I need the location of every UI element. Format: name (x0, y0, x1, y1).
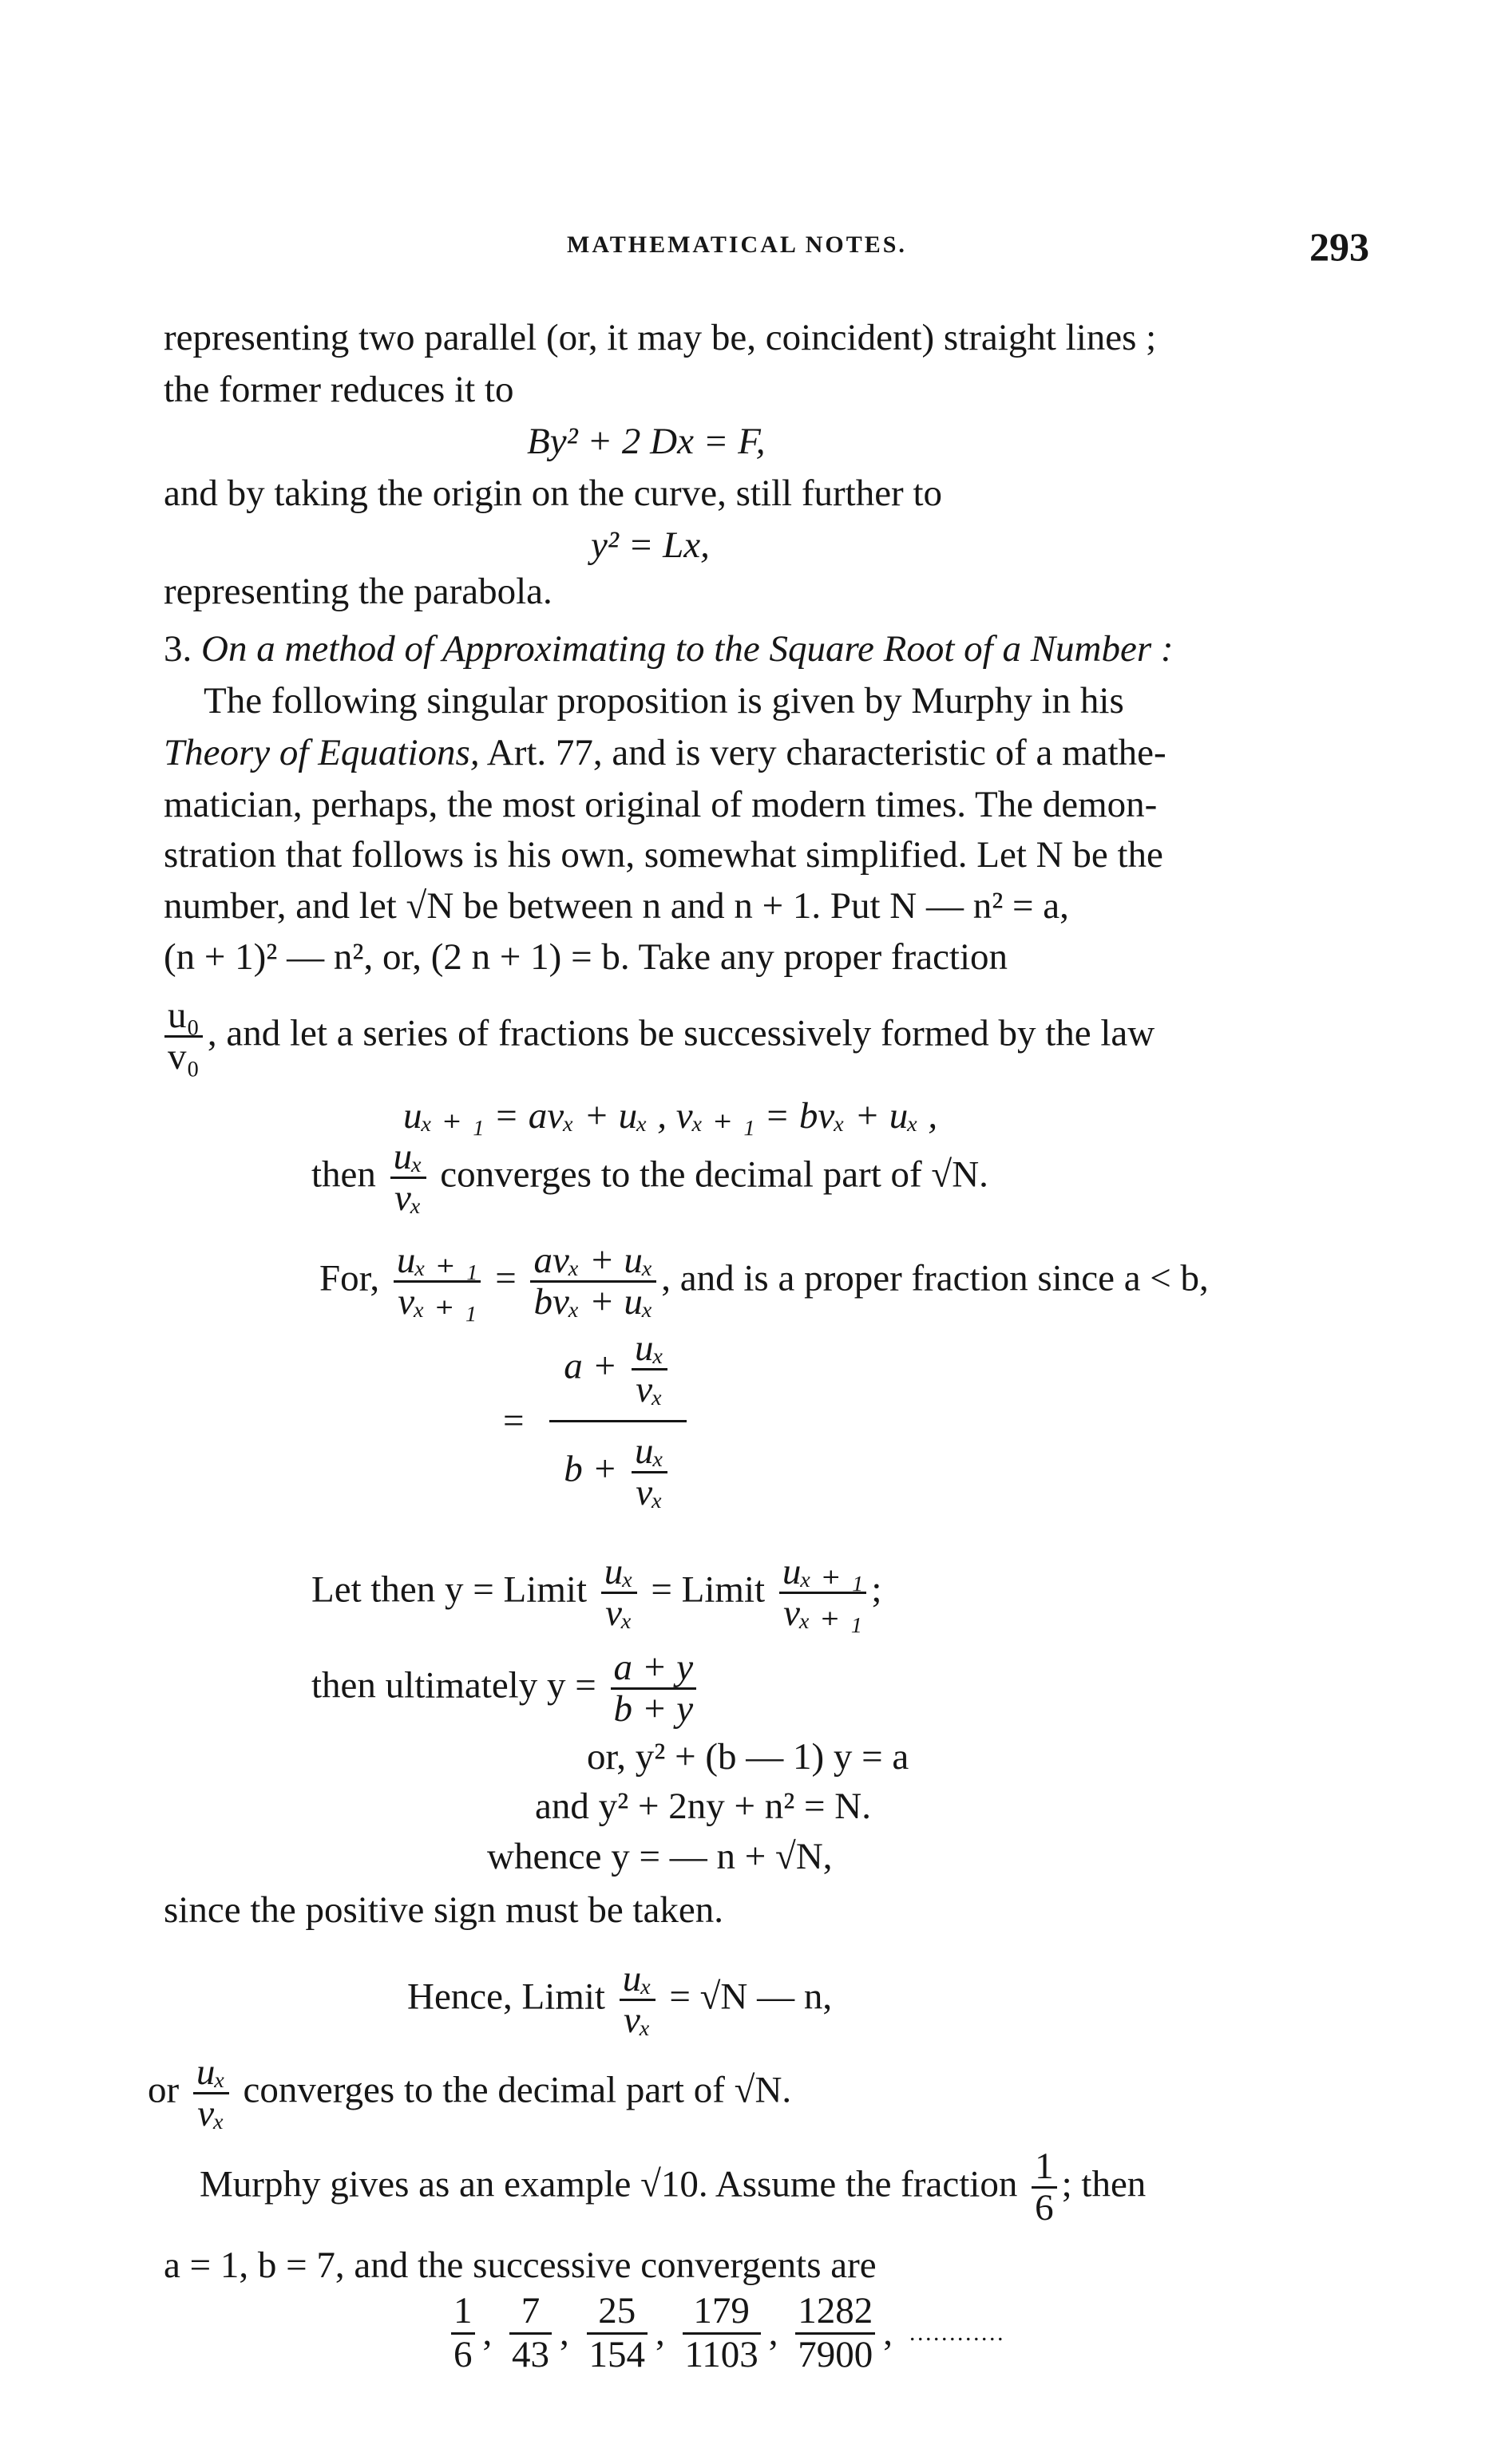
running-header: MATHEMATICAL NOTES. (567, 231, 907, 258)
comma: , (768, 2312, 778, 2354)
text-line: The following singular proposition is given by Murphy in his (204, 680, 1124, 722)
equation: uₓ ₊ ₁ = avₓ + uₓ , vₓ ₊ ₁ = bvₓ + uₓ , (403, 1095, 938, 1137)
text-line (319, 1241, 1209, 1323)
text-span: For, (319, 1257, 380, 1299)
comma: , (560, 2312, 569, 2354)
text-line: stration that follows is his own, somewhat simplified. Let N be the (164, 834, 1163, 876)
denominator: vₓ (624, 1999, 652, 2042)
numerator: uₓ ₊ ₁ (779, 1552, 867, 1594)
denominator: 6 (453, 2333, 473, 2375)
text-line (148, 2053, 791, 2134)
numerator: 1 (1032, 2147, 1057, 2189)
text-line: representing two parallel (or, it may be, coincident) straight lines ; (164, 317, 1157, 358)
text-span: Murphy gives as an example √10. Assume the fraction (200, 2163, 1018, 2205)
fraction-ux-vx (632, 1329, 667, 1410)
fraction-u0-v0 (164, 996, 203, 1078)
text-line (200, 2147, 1146, 2229)
fraction-ux1-vx1 (779, 1552, 867, 1634)
text-span: Let then y = Limit (311, 1568, 587, 1611)
text-span: then (311, 1153, 376, 1196)
numerator: avₓ + uₓ (530, 1241, 656, 1283)
text-span: ; then (1061, 2163, 1147, 2205)
denominator (549, 1422, 687, 1513)
numerator: uₓ (632, 1432, 667, 1473)
denominator: b + y (613, 1688, 694, 1730)
fraction-ux-vx (620, 1960, 655, 2041)
numerator: uₓ (601, 1552, 637, 1594)
text-line (311, 1648, 701, 1730)
fraction-ux-vx (390, 1137, 426, 1219)
numerator (549, 1329, 687, 1422)
convergent (795, 2291, 875, 2375)
text-span: a + (564, 1345, 618, 1387)
text-span: , and is a proper fraction since a < b, (661, 1257, 1209, 1299)
text-span: b + (564, 1448, 618, 1490)
numerator: uₓ (632, 1329, 667, 1370)
text-line (311, 1552, 881, 1634)
fraction-a-y-b-y (611, 1648, 697, 1730)
text-span: Hence, Limit (407, 1976, 605, 2018)
text-span: , and let a series of fractions be successively formed by the law (207, 1012, 1155, 1054)
denominator: 43 (512, 2333, 549, 2375)
text-line: number, and let √N be between n and n + 1. Put N — n² = a, (164, 885, 1069, 927)
numerator: u₀ (164, 996, 203, 1038)
denominator: v₀ (168, 1036, 200, 1078)
text-line (407, 1960, 832, 2041)
text-line (164, 734, 1166, 772)
convergent (587, 2291, 648, 2375)
convergents-row (443, 2291, 1004, 2375)
text-line: and by taking the origin on the curve, still further to (164, 473, 943, 514)
text-span: Art. 77, and is very characteristic of a mathe- (486, 732, 1166, 773)
numerator: a + y (611, 1648, 697, 1690)
text-line: the former reduces it to (164, 369, 514, 410)
denominator: vₓ (605, 1592, 633, 1635)
denominator: vₓ (394, 1177, 422, 1220)
section-number: 3. (164, 628, 192, 670)
text-line: a = 1, b = 7, and the successive convergents are (164, 2244, 877, 2286)
fraction-compound (549, 1329, 687, 1513)
denominator: 7900 (798, 2333, 873, 2375)
numerator: 179 (683, 2291, 761, 2335)
text-span: converges to the decimal part of √N. (440, 1153, 988, 1196)
denominator: bvₓ + uₓ (533, 1281, 654, 1323)
section-heading (164, 628, 1174, 670)
equals-sign: = (503, 1399, 525, 1442)
book-title: Theory of Equations, (164, 732, 480, 773)
numerator: uₓ (620, 1960, 655, 2001)
denominator: 6 (1035, 2187, 1054, 2229)
page-number: 293 (1309, 224, 1369, 269)
denominator: vₓ ₊ ₁ (783, 1592, 862, 1635)
compound-fraction (503, 1329, 691, 1513)
text-span: ; (871, 1568, 882, 1611)
ellipsis: ………… (908, 2320, 1004, 2347)
denominator: 154 (588, 2333, 645, 2375)
equation: By² + 2 Dx = F, (527, 421, 766, 462)
numerator: uₓ ₊ ₁ (394, 1241, 481, 1283)
text-span: or (148, 2069, 180, 2111)
equation: whence y = — n + √N, (487, 1836, 833, 1877)
equation: y² = Lx, (591, 524, 710, 566)
comma: , (482, 2312, 493, 2354)
text-span: = √N — n, (669, 1976, 833, 2018)
text-line: since the positive sign must be taken. (164, 1889, 723, 1931)
text-line: matician, perhaps, the most original of modern times. The demon- (164, 784, 1158, 825)
equation: and y² + 2ny + n² = N. (535, 1786, 872, 1827)
convergent (509, 2291, 552, 2375)
equals-sign: = (495, 1257, 517, 1299)
numerator: 25 (587, 2291, 648, 2335)
text-line (160, 996, 1155, 1078)
numerator: 1 (451, 2291, 475, 2335)
comma: , (655, 2312, 665, 2354)
denominator: 1103 (684, 2333, 758, 2375)
fraction-ux1-vx1 (394, 1241, 481, 1323)
section-title: On a method of Approximating to the Square Root of a Number : (201, 628, 1174, 670)
numerator: 1282 (795, 2291, 875, 2335)
text-line: representing the parabola. (164, 571, 553, 612)
text-span: converges to the decimal part of √N. (243, 2069, 792, 2111)
numerator: uₓ (193, 2053, 229, 2094)
denominator: vₓ (636, 1369, 663, 1411)
numerator: uₓ (390, 1137, 426, 1179)
denominator: vₓ (636, 1472, 663, 1514)
equation: or, y² + (b — 1) y = a (587, 1736, 909, 1778)
text-span: then ultimately y = (311, 1664, 596, 1707)
numerator: 7 (509, 2291, 552, 2335)
fraction-one-sixth (1032, 2147, 1057, 2229)
text-line: (n + 1)² — n², or, (2 n + 1) = b. Take any proper fraction (164, 936, 1008, 978)
convergent (683, 2291, 761, 2375)
denominator: vₓ ₊ ₁ (398, 1281, 477, 1323)
fraction-ux-vx (193, 2053, 229, 2134)
text-line (311, 1137, 988, 1219)
convergent (451, 2291, 475, 2375)
fraction-ux-vx (601, 1552, 637, 1634)
text-span: = Limit (651, 1568, 766, 1611)
denominator: vₓ (197, 2093, 225, 2135)
fraction-rhs (530, 1241, 656, 1323)
comma: , (883, 2312, 893, 2354)
fraction-ux-vx (632, 1432, 667, 1513)
